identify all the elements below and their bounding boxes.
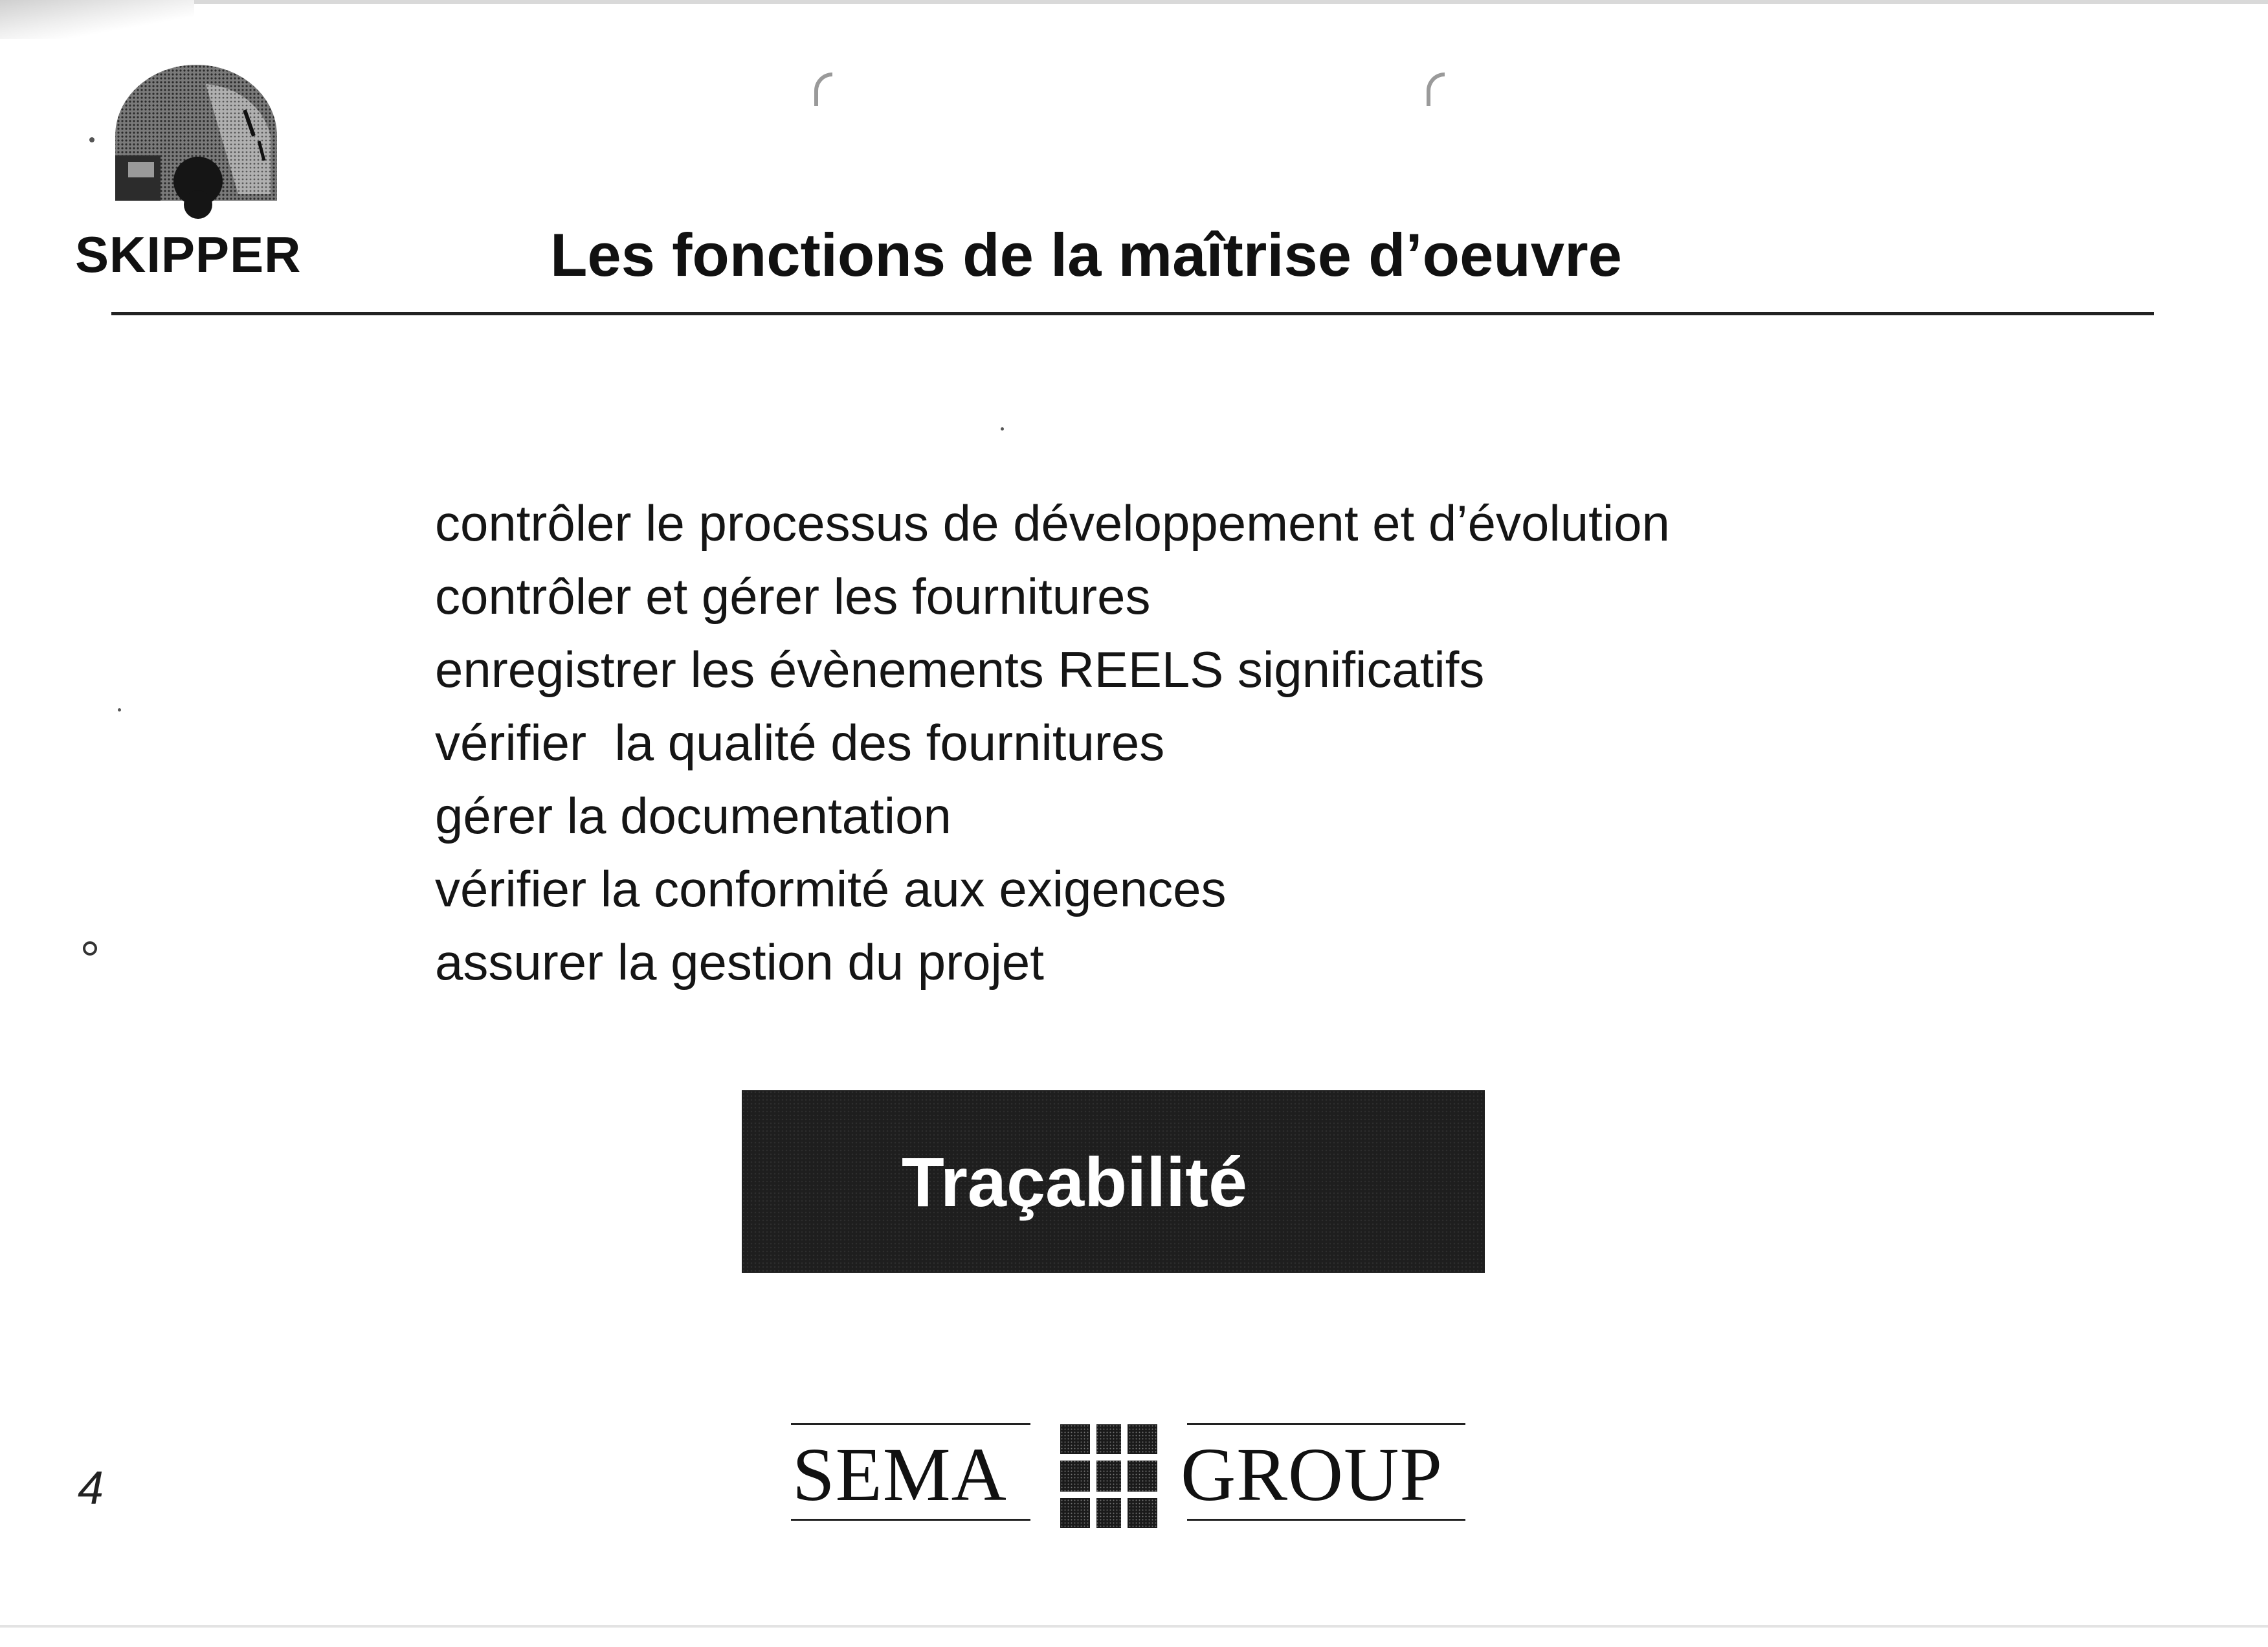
function-item: contrôler et gérer les fournitures [435,568,1151,625]
page-number: 4 [78,1462,104,1514]
skipper-logo-icon [109,65,284,220]
scan-speck [118,708,121,711]
logo-rule [1187,1423,1465,1425]
function-item: vérifier la qualité des fournitures [435,714,1165,771]
function-item: contrôler le processus de développement et d’évolution [435,495,1670,552]
sema-group-logo [786,1415,1472,1532]
badge-label: Traçabilité [901,1142,1248,1221]
page-title: Les fonctions de la maîtrise d’oeuvre [550,221,1622,289]
title-divider [111,312,2154,315]
scan-corner-fold [0,0,194,39]
functions-list [435,487,1670,999]
scan-top-edge [194,0,2268,4]
function-item: enregistrer les évènements REELS significatifs [435,641,1485,698]
punch-hole-left [814,73,832,106]
sema-wordmark: SEMA [792,1432,1007,1517]
function-item: assurer la gestion du projet [435,934,1044,991]
logo-rule [1187,1519,1465,1521]
tracabilite-badge [742,1090,1485,1273]
scan-speck [89,137,94,142]
group-wordmark: GROUP [1181,1432,1443,1517]
sema-group-emblem-icon [1060,1424,1157,1528]
punch-hole-right [1427,73,1445,106]
scan-bottom-edge [0,1625,2268,1628]
skipper-logo-text: SKIPPER [75,226,302,283]
function-item: gérer la documentation [435,787,951,844]
scan-speck [1001,427,1004,431]
logo-rule [791,1519,1030,1521]
binder-mark [83,941,97,956]
logo-rule [791,1423,1030,1425]
function-item: vérifier la conformité aux exigences [435,860,1227,917]
